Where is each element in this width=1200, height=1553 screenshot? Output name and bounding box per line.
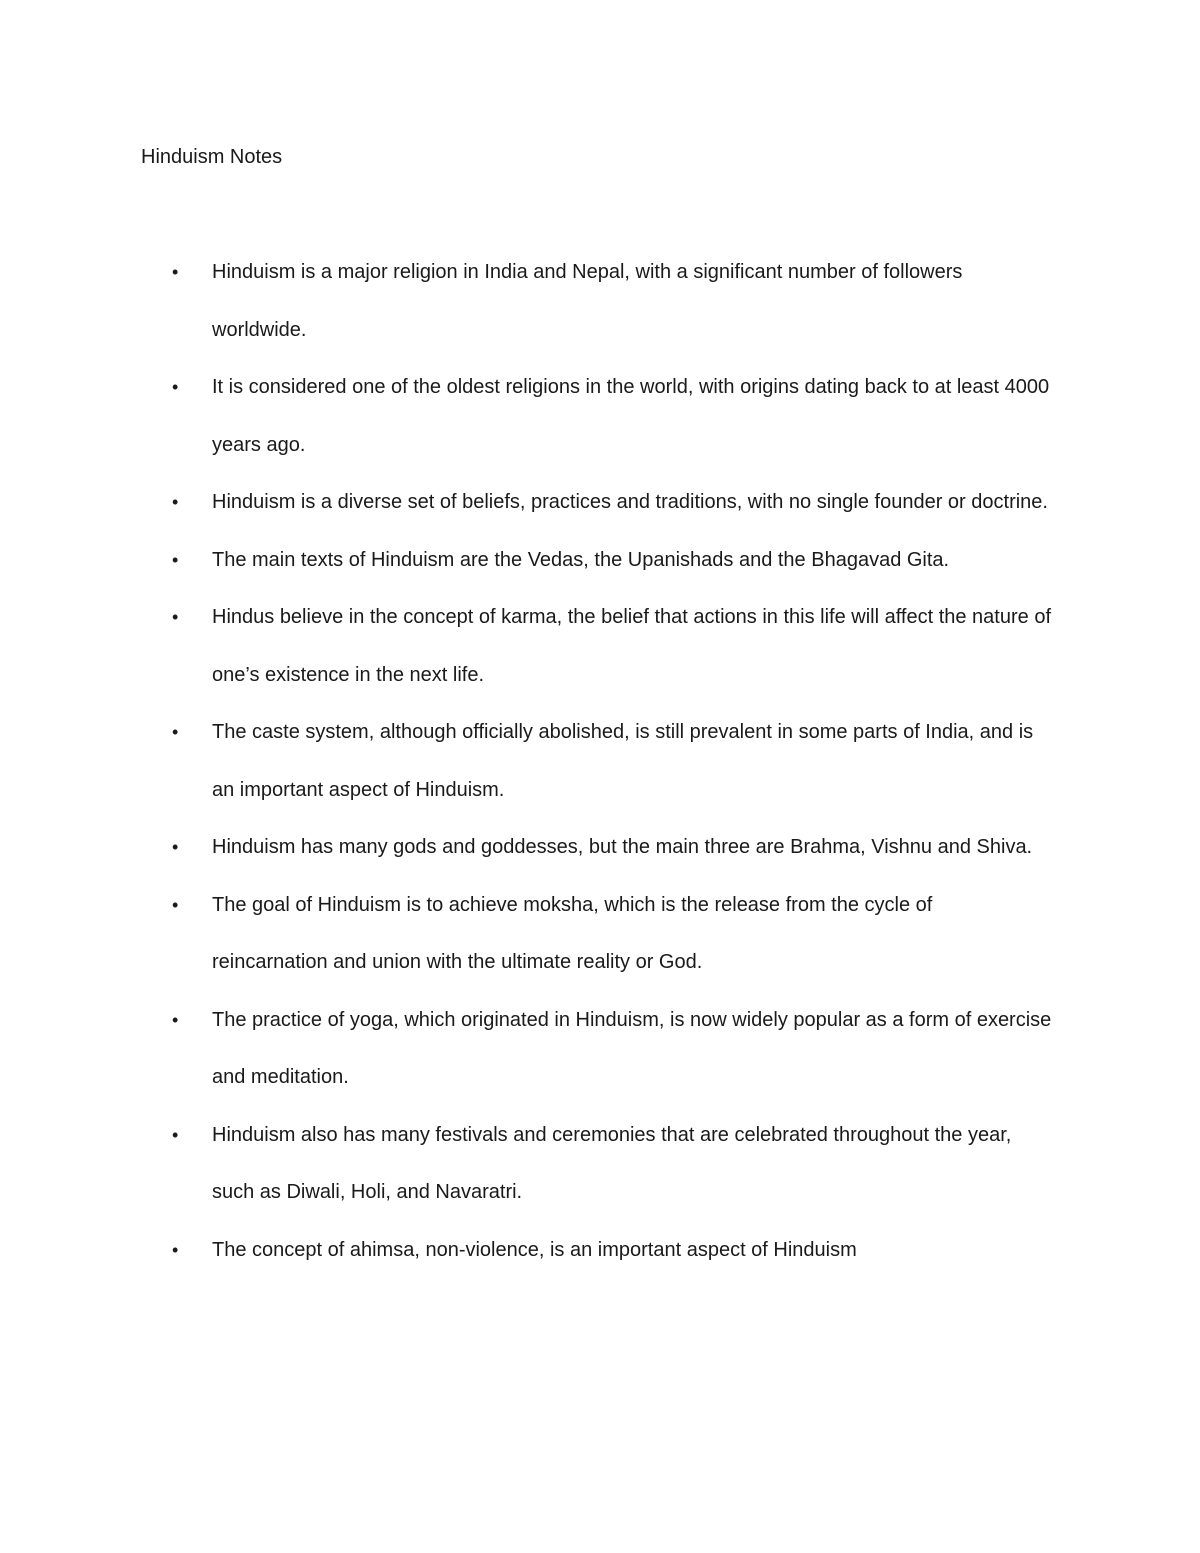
bullet-icon: • [172, 722, 179, 742]
note-text: Hinduism has many gods and goddesses, but the main three are Brahma, Vishnu and Shiva. [212, 836, 1033, 858]
note-text: Hinduism is a major religion in India and Nepal, with a significant number of followers worldwide. [212, 261, 963, 341]
list-item [0, 244, 1052, 359]
bullet-icon: • [172, 837, 179, 857]
bullet-icon: • [172, 1009, 179, 1030]
list-item [0, 819, 1052, 877]
list-item [0, 359, 1052, 474]
list-item [0, 1107, 1052, 1222]
page-title: Hinduism Notes [141, 146, 283, 168]
note-text: The concept of ahimsa, non-violence, is an important aspect of Hinduism [212, 1238, 857, 1261]
list-item [0, 589, 1052, 704]
list-item [0, 992, 1052, 1107]
note-text: Hinduism is a diverse set of beliefs, practices and traditions, with no single founder or doctrine. [212, 491, 1048, 513]
list-item [0, 1222, 1052, 1280]
note-text: It is considered one of the oldest religions in the world, with origins dating back to at least 4000 years ago. [212, 376, 1050, 456]
list-item [0, 704, 1052, 819]
note-text: Hinduism also has many festivals and ceremonies that are celebrated throughout the year, such as Diwali, Holi, and Navaratri. [212, 1123, 1012, 1203]
list-item [0, 474, 1052, 532]
note-text: The practice of yoga, which originated in Hinduism, is now widely popular as a form of exercise and meditation. [212, 1008, 1052, 1088]
bullet-icon: • [172, 894, 179, 915]
list-item [0, 532, 1052, 590]
notes-list [0, 244, 1200, 1279]
note-text: The goal of Hinduism is to achieve moksha, which is the release from the cycle of reincarnation and union with the ultimate reality or God. [212, 893, 933, 973]
note-text: Hindus believe in the concept of karma, the belief that actions in this life will affect the nature of one’s existence in the next life. [212, 606, 1051, 686]
bullet-icon: • [172, 549, 179, 570]
note-text: The main texts of Hinduism are the Vedas, the Upanishads and the Bhagavad Gita. [212, 548, 950, 571]
bullet-icon: • [172, 1124, 179, 1145]
bullet-icon: • [172, 1239, 179, 1260]
bullet-icon: • [172, 262, 179, 282]
note-text: The caste system, although officially abolished, is still prevalent in some parts of India, and is an important aspect of Hinduism. [212, 721, 1034, 801]
list-item [0, 877, 1052, 992]
bullet-icon: • [172, 492, 179, 512]
bullet-icon: • [172, 377, 179, 397]
bullet-icon: • [172, 607, 179, 627]
